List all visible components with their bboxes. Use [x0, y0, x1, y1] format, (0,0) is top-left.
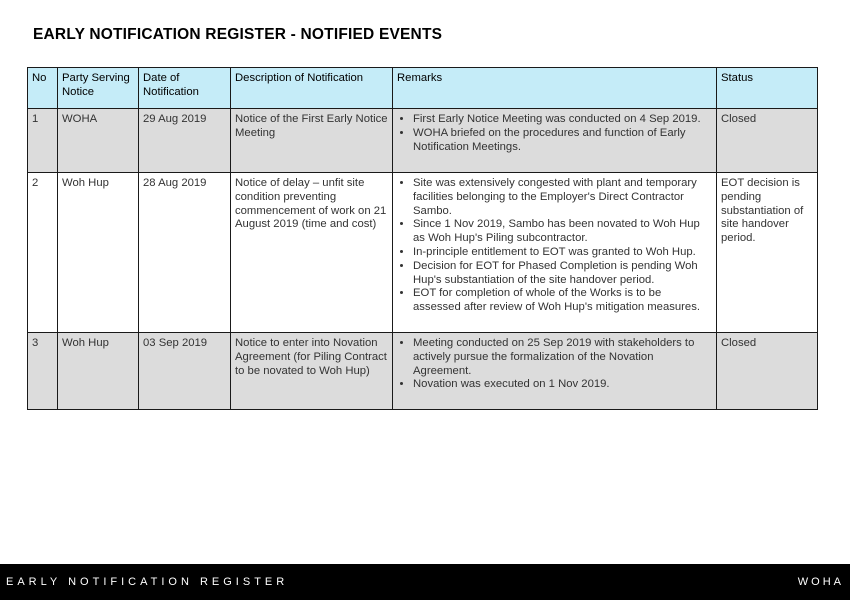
cell-party: Woh Hup [58, 333, 139, 410]
remark-item: • Meeting conducted on 25 Sep 2019 with stakeholders to actively pursue the formalization of the Novation Agreement. [413, 337, 712, 378]
remark-item: • Novation was executed on 1 Nov 2019. [413, 378, 712, 392]
cell-party: Woh Hup [58, 173, 139, 333]
remark-item: • Since 1 Nov 2019, Sambo has been novated to Woh Hup as Woh Hup's Piling subcontractor. [413, 218, 712, 246]
table-row [28, 109, 818, 173]
remark-item: • Decision for EOT for Phased Completion is pending Woh Hup's substantiation of the site handover period. [413, 260, 712, 288]
remarks-list [397, 113, 712, 154]
table-header-row [28, 68, 818, 109]
remark-item: • EOT for completion of whole of the Works is to be assessed after review of Woh Hup's mitigation measures. [413, 287, 712, 315]
table-row [28, 333, 818, 410]
header-remarks: Remarks [393, 68, 717, 109]
footer-document-title: EARLY NOTIFICATION REGISTER [6, 576, 289, 588]
cell-description: Notice of delay – unfit site condition preventing commencement of work on 21 August 2019 (time and cost) [231, 173, 393, 333]
cell-description: Notice to enter into Novation Agreement (for Piling Contract to be novated to Woh Hup) [231, 333, 393, 410]
header-party: Party Serving Notice [58, 68, 139, 109]
remark-item: • In-principle entitlement to EOT was granted to Woh Hup. [413, 246, 712, 260]
cell-description: Notice of the First Early Notice Meeting [231, 109, 393, 173]
cell-no: 3 [28, 333, 58, 410]
cell-remarks [393, 333, 717, 410]
remarks-list [397, 337, 712, 392]
cell-date: 28 Aug 2019 [139, 173, 231, 333]
notification-register-table [27, 67, 818, 410]
cell-status: Closed [717, 333, 818, 410]
remark-item: • Site was extensively congested with plant and temporary facilities belonging to the Employer's Direct Contractor Sambo. [413, 177, 712, 218]
cell-remarks [393, 173, 717, 333]
cell-date: 03 Sep 2019 [139, 333, 231, 410]
footer-bar [0, 564, 850, 600]
cell-date: 29 Aug 2019 [139, 109, 231, 173]
page-title: EARLY NOTIFICATION REGISTER - NOTIFIED EVENTS [33, 26, 443, 43]
footer-brand: WOHA [797, 576, 844, 588]
cell-remarks [393, 109, 717, 173]
table-row [28, 173, 818, 333]
cell-status: Closed [717, 109, 818, 173]
cell-party: WOHA [58, 109, 139, 173]
header-date: Date of Notification [139, 68, 231, 109]
header-description: Description of Notification [231, 68, 393, 109]
remark-item: • First Early Notice Meeting was conducted on 4 Sep 2019. [413, 113, 712, 127]
cell-no: 1 [28, 109, 58, 173]
cell-status: EOT decision is pending substantiation of site handover period. [717, 173, 818, 333]
header-no: No [28, 68, 58, 109]
remark-item: • WOHA briefed on the procedures and function of Early Notification Meetings. [413, 127, 712, 155]
remarks-list [397, 177, 712, 315]
header-status: Status [717, 68, 818, 109]
cell-no: 2 [28, 173, 58, 333]
